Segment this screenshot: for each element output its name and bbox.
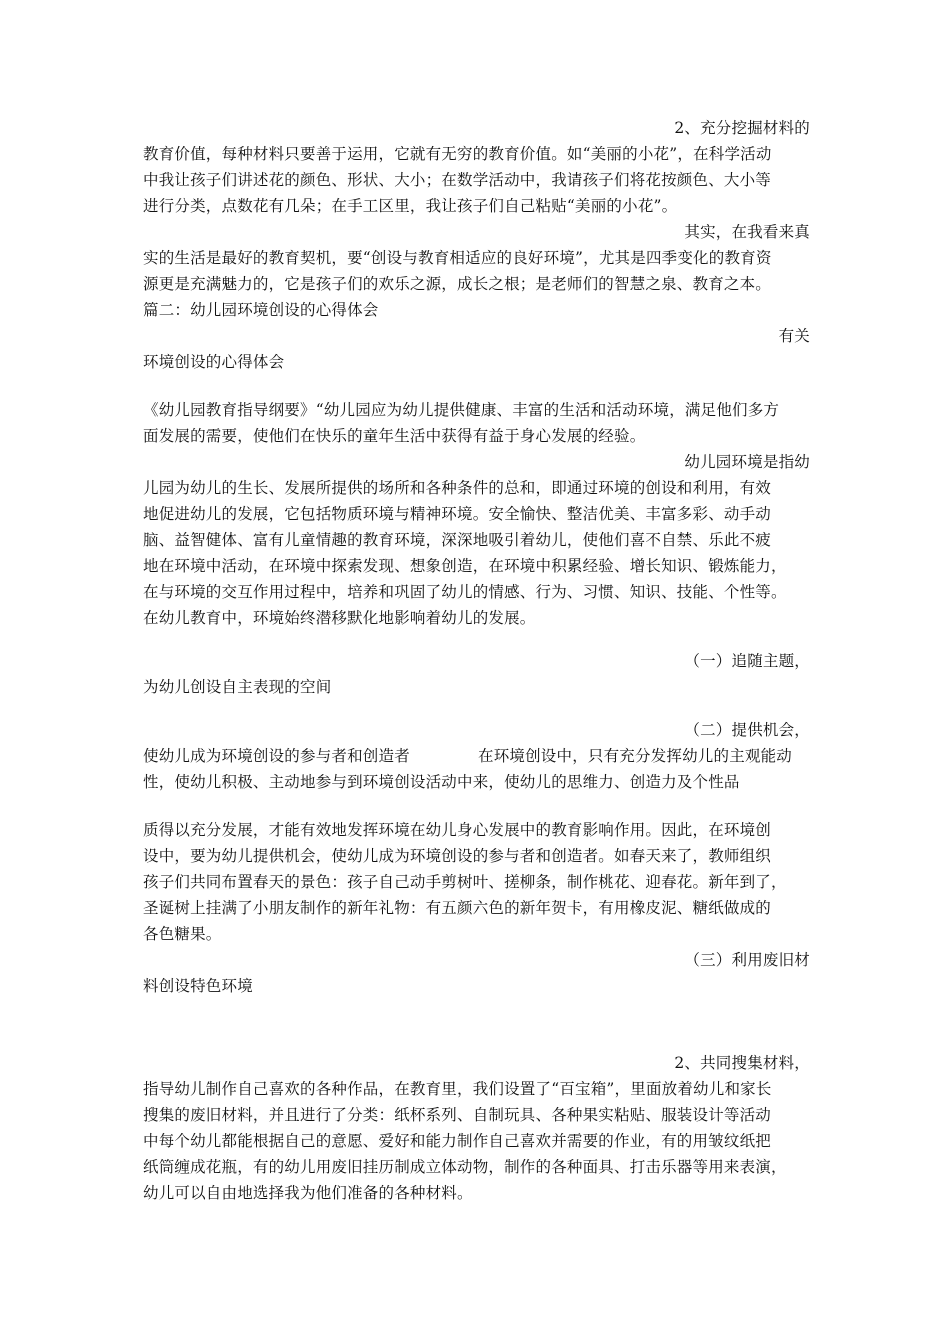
subheading-line: （一）追随主题， <box>684 652 810 670</box>
section-heading: 篇二：幼儿园环境创设的心得体会 <box>143 301 379 319</box>
subheading-line: （三）利用废旧材 <box>684 951 810 969</box>
subheading-line: （二）提供机会， <box>684 721 810 739</box>
text-line: 指导幼儿制作自己喜欢的各种作品，在教育里，我们设置了“百宝箱”，里面放着幼儿和家长 <box>143 1080 772 1098</box>
text-line: 中我让孩子们讲述花的颜色、形状、大小；在数学活动中，我请孩子们将花按颜色、大小等 <box>143 171 772 189</box>
text-line: 其实，在我看来真 <box>684 223 810 241</box>
subheading-line: 使幼儿成为环境创设的参与者和创造者 <box>143 747 410 765</box>
text-line: 《幼儿园教育指导纲要》“幼儿园应为幼儿提供健康、丰富的生活和活动环境，满足他们多方 <box>143 401 780 419</box>
text-line: 在与环境的交互作用过程中，培养和巩固了幼儿的情感、行为、习惯、知识、技能、个性等。 <box>143 583 787 601</box>
text-line: 幼儿园环境是指幼 <box>684 453 810 471</box>
text-line: 在环境创设中，只有充分发挥幼儿的主观能动 <box>478 747 793 765</box>
text-line: 教育价值，每种材料只要善于运用，它就有无穷的教育价值。如“美丽的小花”，在科学活动 <box>143 145 772 163</box>
text-line: 环境创设的心得体会 <box>143 353 285 371</box>
text-line: 地促进幼儿的发展，它包括物质环境与精神环境。安全愉快、整洁优美、丰富多彩、动手动 <box>143 505 772 523</box>
text-line: 在幼儿教育中，环境始终潜移默化地影响着幼儿的发展。 <box>143 609 536 627</box>
text-line: 2、充分挖掘材料的 <box>674 119 810 137</box>
text-line: 地在环境中活动，在环境中探索发现、想象创造，在环境中积累经验、增长知识、锻炼能力， <box>143 557 787 575</box>
text-line: 面发展的需要，使他们在快乐的童年生活中获得有益于身心发展的经验。 <box>143 427 646 445</box>
text-line: 纸筒缠成花瓶，有的幼儿用废旧挂历制成立体动物，制作的各种面具、打击乐器等用来表演， <box>143 1158 787 1176</box>
text-line: 源更是充满魅力的，它是孩子们的欢乐之源，成长之根；是老师们的智慧之泉、教育之本。 <box>143 275 772 293</box>
text-line: 搜集的废旧材料，并且进行了分类：纸杯系列、自制玩具、各种果实粘贴、服装设计等活动 <box>143 1106 772 1124</box>
text-line: 幼儿可以自由地选择我为他们准备的各种材料。 <box>143 1184 473 1202</box>
text-line: 2、共同搜集材料， <box>674 1054 810 1072</box>
text-line: 质得以充分发展，才能有效地发挥环境在幼儿身心发展中的教育影响作用。因此，在环境创 <box>143 821 772 839</box>
text-line: 性，使幼儿积极、主动地参与到环境创设活动中来，使幼儿的思维力、创造力及个性品 <box>143 773 740 791</box>
text-line: 实的生活是最好的教育契机，要“创设与教育相适应的良好环境”，尤其是四季变化的教育资 <box>143 249 772 267</box>
subheading-line: 料创设特色环境 <box>143 977 253 995</box>
text-line: 圣诞树上挂满了小朋友制作的新年礼物：有五颜六色的新年贺卡，有用橡皮泥、糖纸做成的 <box>143 899 772 917</box>
text-line: 儿园为幼儿的生长、发展所提供的场所和各种条件的总和，即通过环境的创设和利用，有效 <box>143 479 772 497</box>
text-line: 设中，要为幼儿提供机会，使幼儿成为环境创设的参与者和创造者。如春天来了，教师组织 <box>143 847 772 865</box>
subheading-line: 为幼儿创设自主表现的空间 <box>143 678 332 696</box>
text-line: 各色糖果。 <box>143 925 222 943</box>
text-line: 孩子们共同布置春天的景色：孩子自己动手剪树叶、搓柳条，制作桃花、迎春花。新年到了， <box>143 873 787 891</box>
text-line: 进行分类，点数花有几朵；在手工区里，我让孩子们自己粘贴“美丽的小花”。 <box>143 197 678 215</box>
text-line: 中每个幼儿都能根据自己的意愿、爱好和能力制作自己喜欢并需要的作业，有的用皱纹纸把 <box>143 1132 772 1150</box>
text-line: 脑、益智健体、富有儿童情趣的教育环境，深深地吸引着幼儿，使他们喜不自禁、乐此不疲 <box>143 531 772 549</box>
text-line: 有关 <box>778 327 810 345</box>
